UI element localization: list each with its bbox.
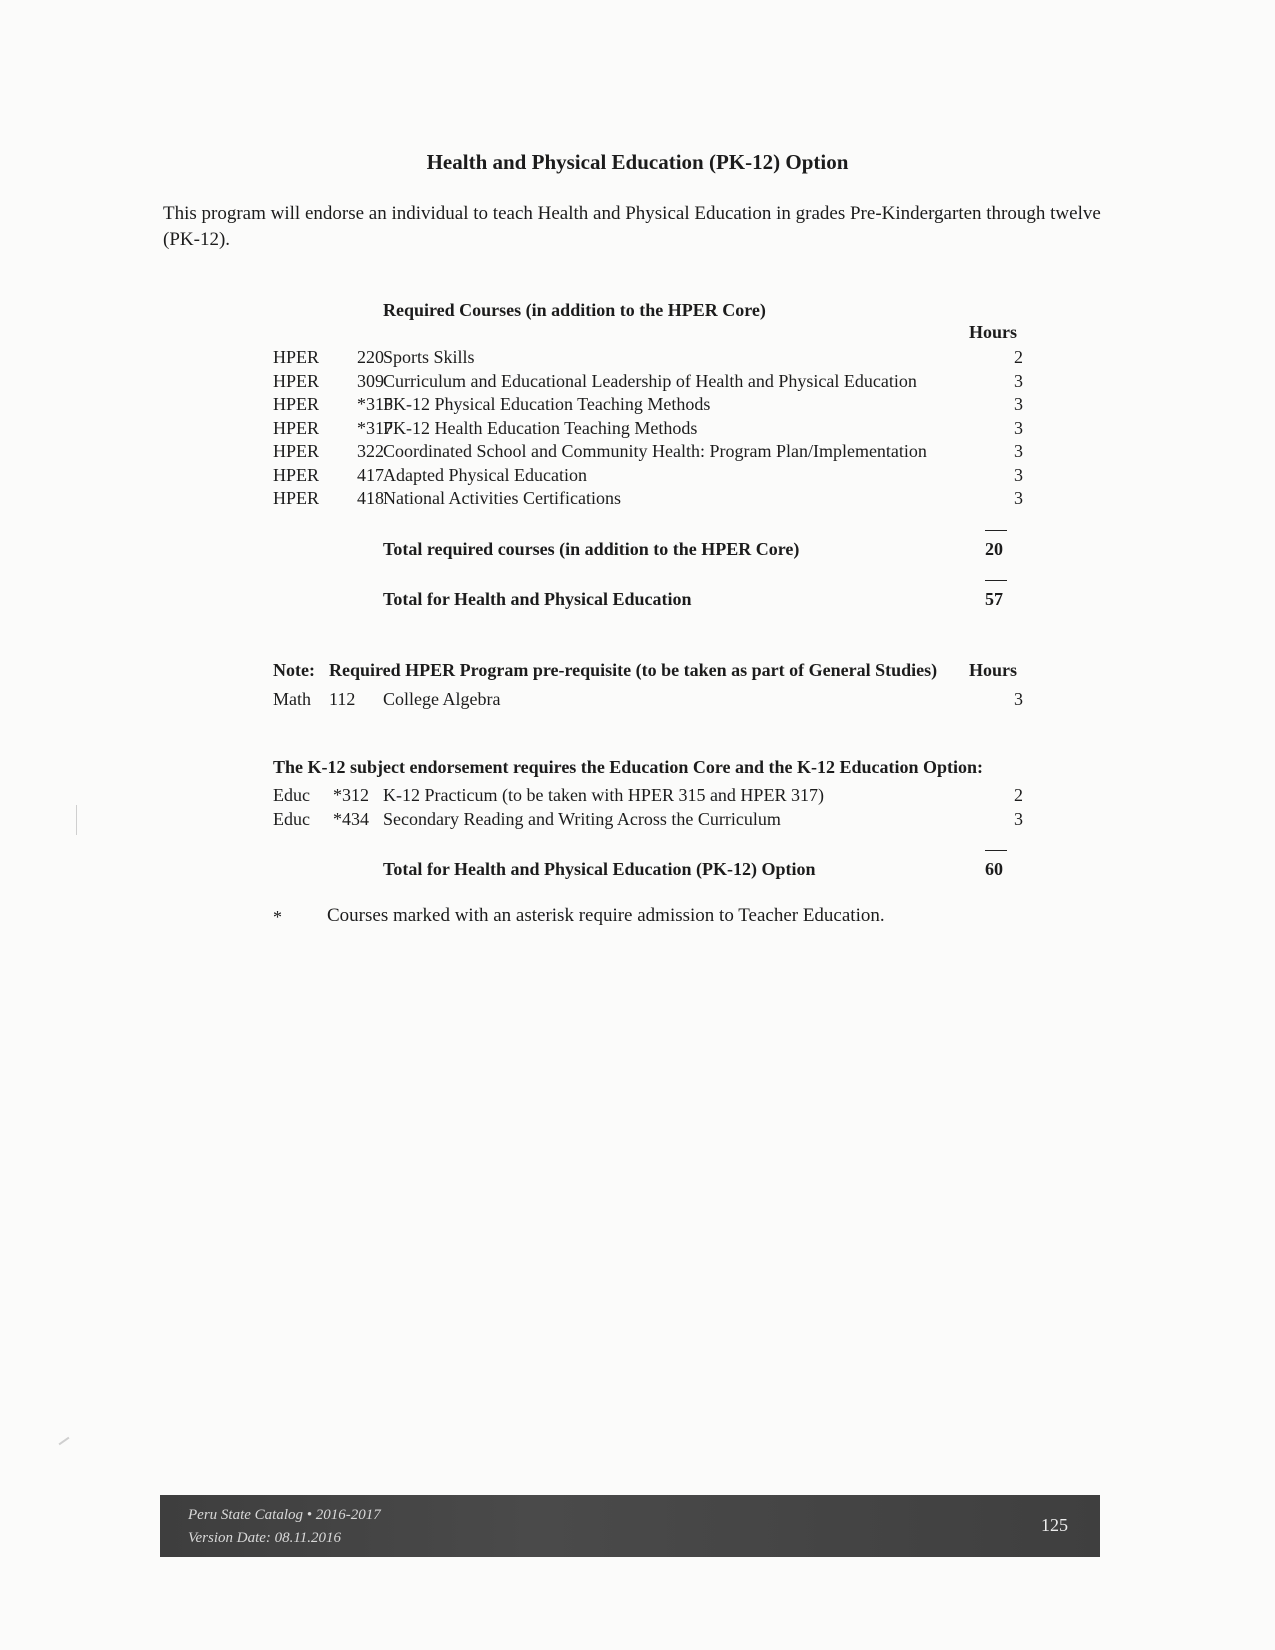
course-hours: 2	[1014, 785, 1023, 805]
course-row	[273, 785, 1023, 809]
course-code: HPER	[273, 441, 320, 461]
footer-version: Version Date: 08.11.2016	[188, 1530, 342, 1546]
course-row	[273, 347, 1023, 371]
prereq-row	[273, 689, 1023, 713]
course-row	[273, 418, 1023, 442]
course-hours: 3	[1014, 464, 1023, 485]
course-number: *317	[357, 417, 393, 438]
course-row	[273, 488, 1023, 512]
course-hours: 3	[1014, 394, 1023, 414]
course-hours: 3	[1014, 370, 1023, 391]
course-code: HPER	[273, 370, 320, 391]
course-number: *434	[333, 808, 369, 829]
k12-total-label: Total for Health and Physical Education (PK-12) Option	[383, 859, 816, 879]
course-row	[273, 394, 1023, 418]
scan-mark	[76, 805, 77, 835]
note-hours-header: Hours	[969, 660, 1018, 680]
course-hours: 3	[1014, 689, 1023, 709]
course-number: 220	[357, 347, 384, 367]
scan-mark	[59, 1437, 70, 1446]
course-code: HPER	[273, 488, 320, 508]
course-name: College Algebra	[383, 689, 501, 709]
course-name: National Activities Certifications	[383, 488, 621, 508]
course-name: Curriculum and Educational Leadership of Health and Physical Education	[383, 370, 917, 391]
course-code: Educ	[273, 808, 310, 829]
course-code: Educ	[273, 785, 310, 805]
course-code: HPER	[273, 417, 320, 438]
k12-total-value: 60	[985, 859, 1003, 879]
course-hours: 3	[1014, 488, 1023, 508]
total-hpe-label: Total for Health and Physical Education	[383, 589, 692, 609]
course-name: PK-12 Physical Education Teaching Methods	[383, 394, 711, 414]
course-name: Sports Skills	[383, 347, 475, 367]
course-row	[273, 441, 1023, 465]
course-name: PK-12 Health Education Teaching Methods	[383, 417, 698, 438]
intro-paragraph: This program will endorse an individual to teach Health and Physical Education in grades Pre-Kindergarten through twelve (PK-12).	[163, 203, 1101, 250]
course-number: 418	[357, 488, 384, 508]
course-code: HPER	[273, 347, 320, 367]
sum-rule	[985, 530, 1007, 531]
page-title: Health and Physical Education (PK-12) Option	[426, 150, 849, 174]
course-number: *315	[357, 394, 393, 414]
course-name: Secondary Reading and Writing Across the Curriculum	[383, 808, 781, 829]
course-number: 417	[357, 464, 384, 485]
page-footer	[160, 1495, 1100, 1557]
course-row	[273, 809, 1023, 833]
course-hours: 2	[1014, 347, 1023, 367]
hours-header: Hours	[969, 322, 1018, 342]
course-hours: 3	[1014, 441, 1023, 461]
required-heading: Required Courses (in addition to the HPER Core)	[383, 300, 766, 320]
page-number: 125	[1041, 1515, 1068, 1535]
course-hours: 3	[1014, 808, 1023, 829]
footer-catalog: Peru State Catalog • 2016-2017	[188, 1507, 381, 1523]
footnote-marker: *	[273, 907, 282, 927]
course-number: 112	[329, 689, 356, 709]
course-code: HPER	[273, 394, 320, 414]
course-code: Math	[273, 689, 311, 709]
note-label: Note:	[273, 660, 315, 680]
footnote-text: Courses marked with an asterisk require admission to Teacher Education.	[327, 905, 885, 926]
course-number: *312	[333, 785, 369, 805]
total-hpe-value: 57	[985, 589, 1003, 609]
note-text: Required HPER Program pre-requisite (to be taken as part of General Studies)	[329, 660, 938, 680]
course-name: K-12 Practicum (to be taken with HPER 315 and HPER 317)	[383, 785, 824, 805]
sum-rule	[985, 580, 1007, 581]
course-code: HPER	[273, 464, 320, 485]
course-hours: 3	[1014, 417, 1023, 438]
course-number: 309	[357, 370, 384, 391]
total-required-value: 20	[985, 539, 1003, 559]
course-row	[273, 465, 1023, 489]
total-required-label: Total required courses (in addition to the HPER Core)	[383, 539, 800, 559]
course-name: Adapted Physical Education	[383, 464, 587, 485]
k12-heading: The K-12 subject endorsement requires the Education Core and the K-12 Education Option:	[273, 757, 984, 777]
course-row	[273, 371, 1023, 395]
sum-rule	[985, 850, 1007, 851]
course-number: 322	[357, 441, 384, 461]
course-name: Coordinated School and Community Health: Program Plan/Implementation	[383, 441, 927, 461]
